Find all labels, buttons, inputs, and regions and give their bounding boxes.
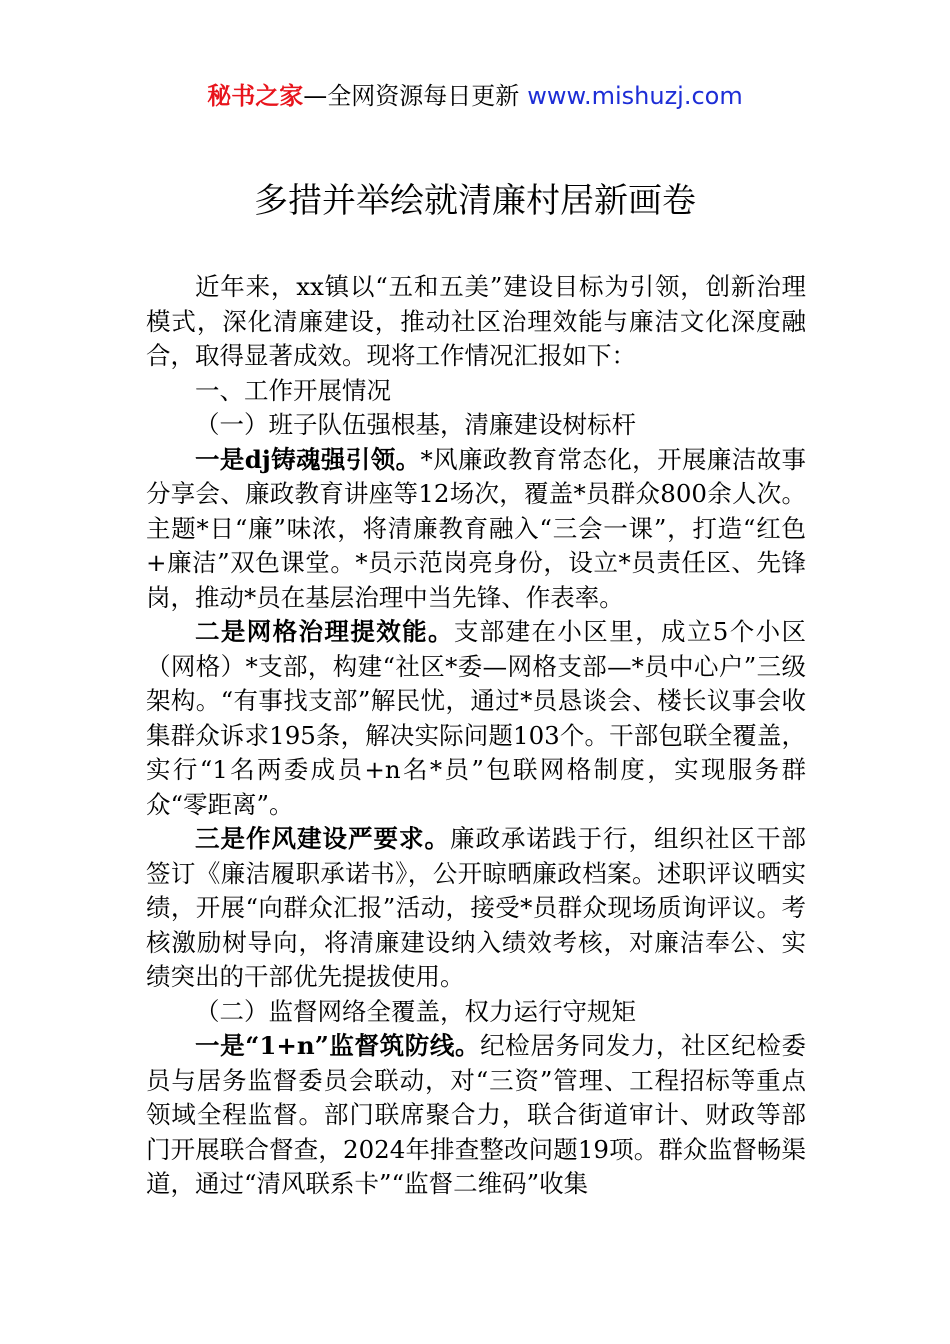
paragraph-text: 支部建在小区里，成立5个小区（网格）*支部，构建“社区*委—网格支部—*员中心户”三级架构。“有事找支部”解民忧，通过*员恳谈会、楼长议事会收集群众诉求195条，解决实际问题103个。干部包联全覆盖，实行“1名两委成员+n名*员”包联网格制度，实现服务群众“零距离”。 (146, 617, 806, 819)
subsection-heading (146, 995, 806, 1030)
subsection-heading (146, 408, 806, 443)
paragraph-lead: 二是网格治理提效能。 (195, 617, 454, 646)
section-heading (146, 374, 806, 409)
paragraph-lead: 一是dj铸魂强引领。 (195, 444, 421, 474)
document-body (146, 270, 806, 1202)
paragraph-text: 廉政承诺践于行，组织社区干部签订《廉洁履职承诺书》，公开晾晒廉政档案。述职评议晒实绩，开展“向群众汇报”活动，接受*员群众现场质询评议。考核激励树导向，将清廉建设纳入绩效考核，对廉洁奉公、实绩突出的干部优先提拔使用。 (146, 824, 806, 991)
paragraph-item (146, 615, 806, 822)
paragraph-item (146, 1029, 806, 1202)
paragraph-lead: 一是“1+n”监督筑防线。 (195, 1031, 481, 1060)
paragraph-text: 纪检居务同发力，社区纪检委员与居务监督委员会联动，对“三资”管理、工程招标等重点领域全程监督。部门联席聚合力，联合街道审计、财政等部门开展联合督查，2024年排查整改问题19项。群众监督畅渠道，通过“清风联系卡”“监督二维码”收集 (146, 1031, 807, 1198)
paragraph-item (146, 822, 806, 995)
paragraph-lead: 三是作风建设严要求。 (195, 824, 450, 853)
site-banner (0, 80, 950, 112)
paragraph-text: （一）班子队伍强根基，清廉建设树标杆 (195, 410, 636, 439)
paragraph-text: *风廉政教育常态化，开展廉洁故事分享会、廉政教育讲座等12场次，覆盖*员群众800余人次。主题*日“廉”味浓，将清廉教育融入“三会一课”，打造“红色+廉洁”双色课堂。*员示范岗亮身份，设立*员责任区、先锋岗，推动*员在基层治理中当先锋、作表率。 (146, 444, 806, 612)
paragraph-text: 近年来，xx镇以“五和五美”建设目标为引领，创新治理模式，深化清廉建设，推动社区治理效能与廉洁文化深度融合，取得显著成效。现将工作情况汇报如下： (146, 272, 806, 370)
banner-tagline: —全网资源每日更新 (303, 82, 520, 110)
paragraph-text: 一、工作开展情况 (195, 375, 391, 405)
paragraph-item (146, 443, 806, 616)
banner-site-link[interactable]: www.mishuzj.com (527, 82, 743, 110)
banner-brand: 秘书之家 (207, 82, 304, 110)
document-title: 多措并举绘就清廉村居新画卷 (254, 181, 696, 221)
paragraph-intro (146, 270, 806, 374)
paragraph-text: （二）监督网络全覆盖，权力运行守规矩 (195, 996, 636, 1026)
